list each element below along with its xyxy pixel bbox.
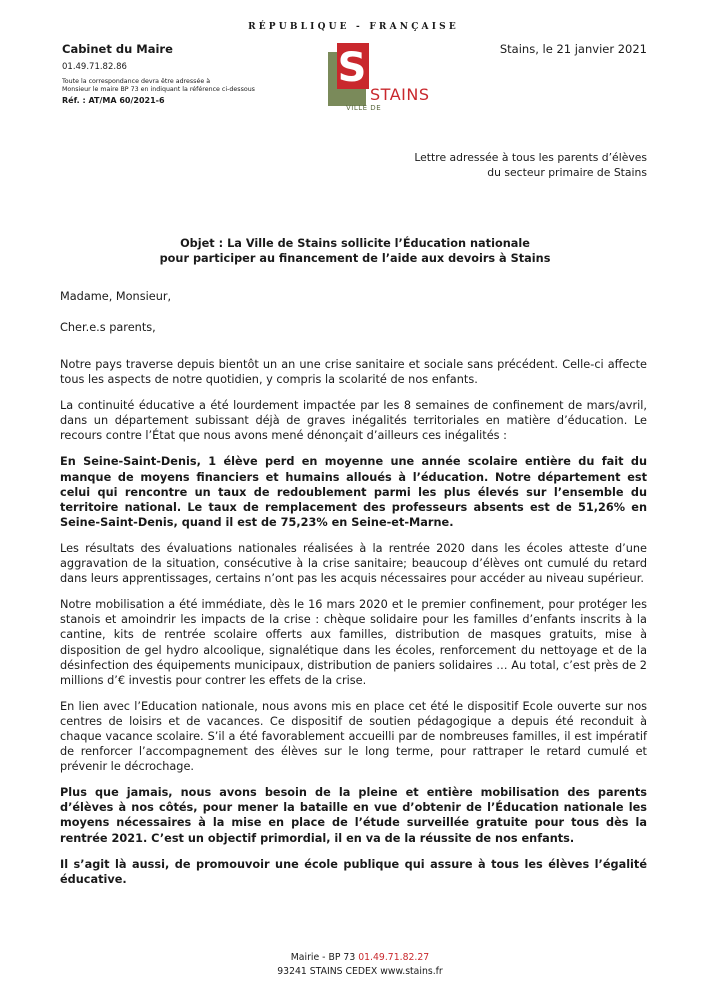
logo-letter: S <box>337 45 367 91</box>
footer-line-2 <box>220 965 500 979</box>
paragraph: Il s’agit là aussi, de promouvoir une école publique qui assure à tous les élèves l’égalité éducative. <box>60 857 647 886</box>
cabinet-title: Cabinet du Maire <box>62 42 173 56</box>
footer-website[interactable]: www.stains.fr <box>380 966 443 977</box>
recipient-block <box>327 150 647 180</box>
paragraph: En Seine-Saint-Denis, 1 élève perd en moyenne une année scolaire entière du fait du manque de moyens financiers et humains alloués à l’éducation. Notre département est celui qui rencontre un taux de redoublement parmi les plus élevés sur l’ensemble du territoire national. Le taux de remplacement des professeurs absents est de 51,26% en Seine-Saint-Denis, quand il est de 75,23% en Seine-et-Marne. <box>60 455 647 529</box>
republique-heading: RÉPUBLIQUE - FRANÇAISE <box>248 22 459 32</box>
cabinet-phone: 01.49.71.82.86 <box>62 62 127 72</box>
correspondence-note-2: Monsieur le maire BP 73 en indiquant la référence ci-dessous <box>62 85 255 93</box>
salutation-2: Cher.e.s parents, <box>60 321 156 334</box>
subject-line-2: pour participer au financement de l’aide aux devoirs à Stains <box>159 252 551 265</box>
paragraph: Les résultats des évaluations nationales réalisées à la rentrée 2020 dans les écoles atteste d’une aggravation de la situation, consécutive à la crise sanitaire; beaucoup d’élèves ont cumulé du retard dans leurs apprentissages, certains n’ont pas les acquis nécessaires pour accéder au niveau supérieur. <box>60 541 647 586</box>
footer <box>220 951 500 979</box>
footer-city: 93241 STAINS CEDEX <box>277 966 378 977</box>
paragraph: Notre pays traverse depuis bientôt un an une crise sanitaire et sociale sans précédent. Celle-ci affecte tous les aspects de notre quotidien, y compris la scolarité de nos enfants. <box>60 358 647 387</box>
letter-date: Stains, le 21 janvier 2021 <box>499 42 647 56</box>
paragraph: En lien avec l’Education nationale, nous avons mis en place cet été le dispositif Ecole ouverte sur nos centres de loisirs et de vacances. Ce dispositif de soutien pédagogique a depuis été reconduit à chaque vacance scolaire. S’il a été favorablement accueilli par de nombreuses familles, il est impératif de renforcer l’accompagnement des élèves sur le long terme, pour rattraper le retard cumulé et prévenir le décrochage. <box>60 699 647 774</box>
footer-phone: 01.49.71.82.27 <box>358 952 430 963</box>
paragraph: Notre mobilisation a été immédiate, dès le 16 mars 2020 et le premier confinement, pour protéger les stanois et amoindrir les impacts de la crise : chèque solidaire pour les familles d’enfants inscrits à la cantine, kits de rentrée scolaire offerts aux familles, distribution de masques gratuits, mise à disposition de gel hydro alcoolique, signalétique dans les écoles, renforcement du nettoyage et de la désinfection des équipements municipaux, distribution de paniers solidaires … Au total, c’est près de 2 millions d’€ investis pour contrer les effets de la crise. <box>60 598 647 687</box>
salutation-1: Madame, Monsieur, <box>60 290 172 303</box>
logo-word: STAINS <box>370 85 430 104</box>
letter-body <box>60 357 647 898</box>
subject-block <box>60 236 650 266</box>
recipient-line-2: du secteur primaire de Stains <box>487 166 647 179</box>
paragraph: Plus que jamais, nous avons besoin de la pleine et entière mobilisation des parents d’élèves à nos côtés, pour mener la bataille en vue d’obtenir de l’Éducation nationale les moyens nécessaires à la mise en place de l’étude surveillée gratuite pour tous dès la rentrée 2021. C’est un objectif primordial, il en va de la réussite de nos enfants. <box>60 786 647 845</box>
footer-line-1 <box>220 951 500 965</box>
correspondence-note-1: Toute la correspondance devra être adressée à <box>62 78 211 85</box>
subject-line-1: Objet : La Ville de Stains sollicite l’Éducation nationale <box>180 237 530 250</box>
recipient-line-1: Lettre adressée à tous les parents d’élèves <box>414 151 647 164</box>
paragraph: La continuité éducative a été lourdement impactée par les 8 semaines de confinement de mars/avril, dans un département subissant déjà de graves inégalités territoriales en matière d’éducation. Le recours contre l’État que nous avons mené dénonçait d’ailleurs ces inégalités : <box>60 399 647 443</box>
reference: Réf. : AT/MA 60/2021-6 <box>62 96 165 105</box>
logo-ville: VILLE DE <box>346 104 382 112</box>
stains-logo <box>325 40 435 115</box>
footer-address: Mairie - BP 73 <box>290 952 356 963</box>
cabinet-block <box>62 42 282 105</box>
